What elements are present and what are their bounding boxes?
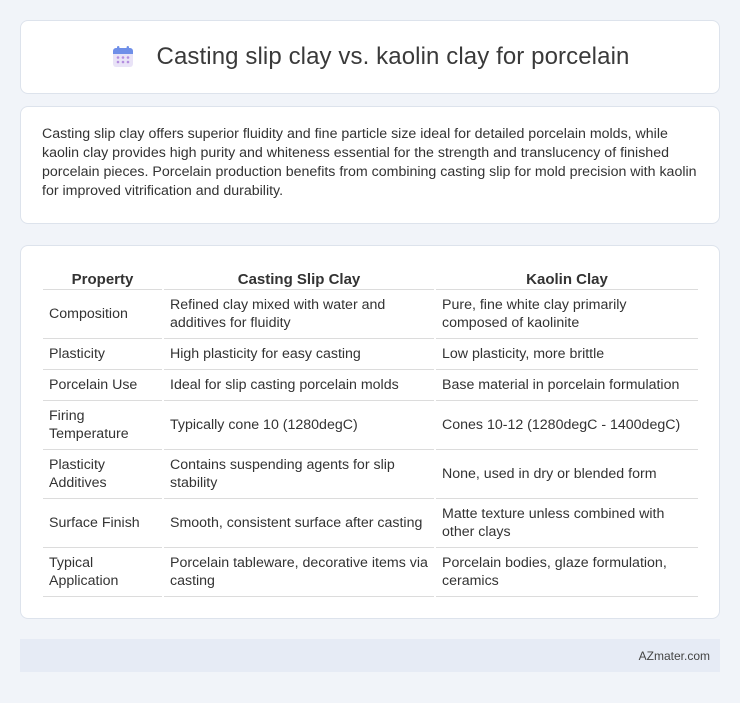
table-row (43, 499, 698, 548)
cell-casting-slip: Ideal for slip casting porcelain molds (164, 370, 434, 401)
footer-brand: AZmater.com (638, 648, 710, 663)
cell-property: Typical Application (43, 548, 162, 597)
cell-casting-slip: Typically cone 10 (1280degC) (164, 401, 434, 450)
cell-casting-slip: High plasticity for easy casting (164, 339, 434, 370)
header-kaolin-clay: Kaolin Clay (436, 262, 698, 290)
table-row (43, 548, 698, 597)
table-header-row (43, 262, 698, 290)
title-wrap (111, 43, 630, 71)
table-row (43, 339, 698, 370)
cell-casting-slip: Porcelain tableware, decorative items via casting (164, 548, 434, 597)
cell-kaolin: Pure, fine white clay primarily composed of kaolinite (436, 290, 698, 339)
cell-property: Firing Temperature (43, 401, 162, 450)
comparison-table (41, 262, 700, 597)
cell-property: Plasticity Additives (43, 450, 162, 499)
cell-property: Plasticity (43, 339, 162, 370)
calendar-icon (111, 45, 135, 69)
footer (20, 639, 720, 672)
table-row (43, 401, 698, 450)
cell-kaolin: Matte texture unless combined with other clays (436, 499, 698, 548)
summary-text: Casting slip clay offers superior fluidity and fine particle size ideal for detailed porcelain molds, while kaolin clay provides high purity and whiteness essential for the strength and translucency of finished porcelain pieces. Porcelain production benefits from combining casting slip for mold precision with kaolin for improved vitrification and durability. (42, 126, 697, 199)
cell-property: Composition (43, 290, 162, 339)
table-row (43, 370, 698, 401)
table-row (43, 290, 698, 339)
cell-kaolin: None, used in dry or blended form (436, 450, 698, 499)
page-title: Casting slip clay vs. kaolin clay for porcelain (156, 43, 630, 70)
table-row (43, 450, 698, 499)
summary-card (20, 106, 720, 224)
cell-kaolin: Porcelain bodies, glaze formulation, ceramics (436, 548, 698, 597)
cell-casting-slip: Smooth, consistent surface after casting (164, 499, 434, 548)
cell-kaolin: Cones 10-12 (1280degC - 1400degC) (436, 401, 698, 450)
header-casting-slip-clay: Casting Slip Clay (164, 262, 434, 290)
header-property: Property (43, 262, 162, 290)
cell-property: Surface Finish (43, 499, 162, 548)
cell-kaolin: Base material in porcelain formulation (436, 370, 698, 401)
cell-kaolin: Low plasticity, more brittle (436, 339, 698, 370)
cell-property: Porcelain Use (43, 370, 162, 401)
cell-casting-slip: Contains suspending agents for slip stability (164, 450, 434, 499)
table-card (20, 245, 720, 619)
title-card (20, 20, 720, 94)
cell-casting-slip: Refined clay mixed with water and additives for fluidity (164, 290, 434, 339)
